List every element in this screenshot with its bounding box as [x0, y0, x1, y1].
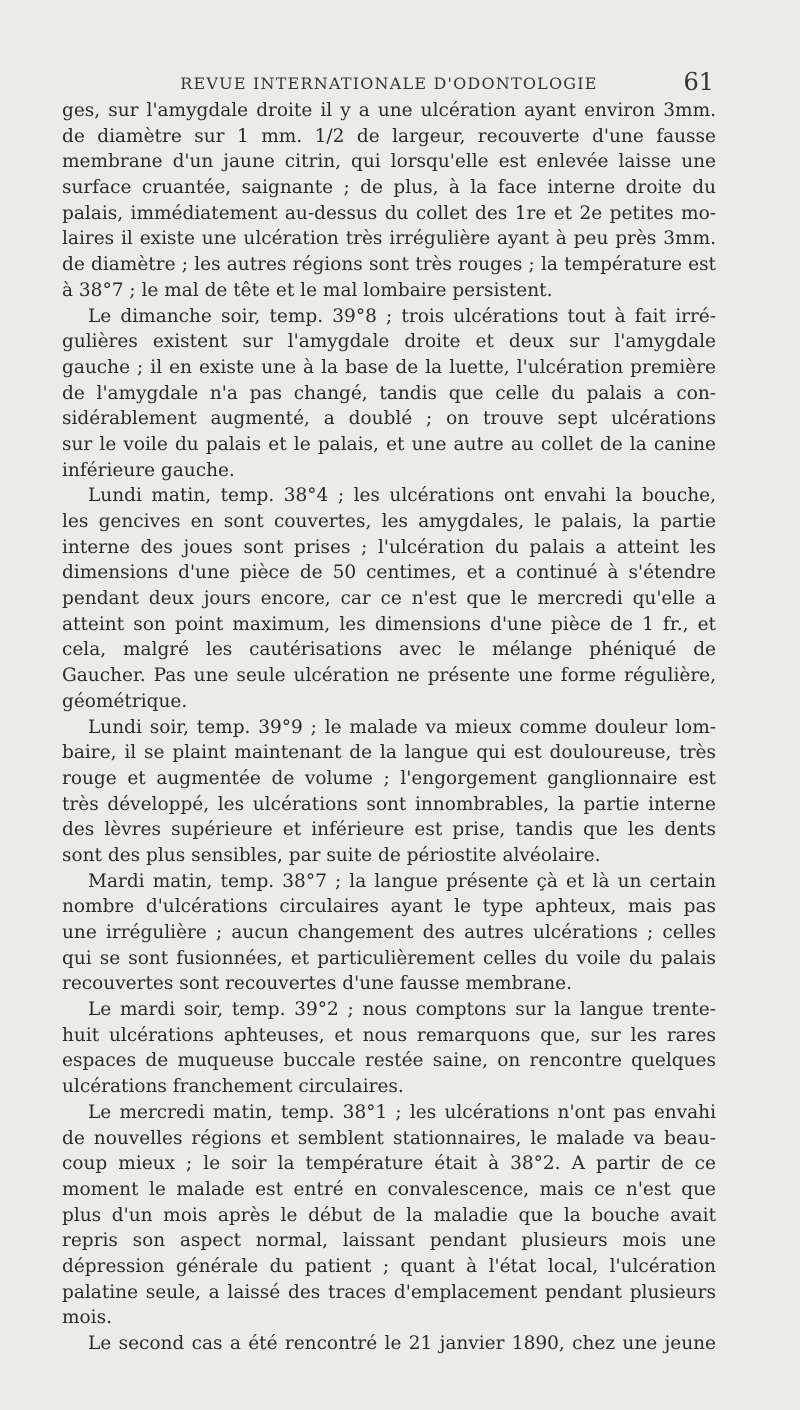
- text-line: Lundi matin, temp. 38°4 ; les ulcérations ont envahi la bouche,: [88, 485, 716, 507]
- text-line: laires il existe une ulcération très irrégulière ayant à peu près 3mm.: [62, 228, 716, 250]
- text-line: des lèvres supérieure et inférieure est prise, tandis que les dents: [62, 819, 716, 841]
- text-line: de l'amygdale n'a pas changé, tandis que celle du palais a con-: [62, 382, 716, 404]
- text-line: ges, sur l'amygdale droite il y a une ulcération ayant environ 3mm.: [62, 100, 716, 121]
- text-line: plus d'un mois après le début de la maladie que la bouche avait: [62, 1204, 716, 1226]
- text-line: une irrégulière ; aucun changement des autres ulcérations ; celles: [62, 922, 716, 943]
- text-line: très développé, les ulcérations sont innombrables, la partie interne: [62, 793, 716, 815]
- text-line: nombre d'ulcérations circulaires ayant le type aphteux, mais pas: [62, 896, 716, 918]
- text-line: sidérablement augmenté, a doublé ; on trouve sept ulcérations: [62, 408, 716, 430]
- text-line: repris son aspect normal, laissant pendant plusieurs mois une: [62, 1230, 716, 1252]
- text-line: interne des joues sont prises ; l'ulcération du palais a atteint les: [62, 536, 716, 558]
- text-line: cela, malgré les cautérisations avec le mélange phéniqué de: [62, 639, 716, 661]
- text-line: coup mieux ; le soir la température était à 38°2. A partir de ce: [62, 1153, 716, 1175]
- text-line: Le second cas a été rencontré le 21 janvier 1890, chez une jeune: [88, 1333, 716, 1354]
- text-line: rouge et augmentée de volume ; l'engorgement ganglionnaire est: [62, 767, 716, 789]
- page-number: 61: [683, 68, 714, 96]
- text-line: sur le voile du palais et le palais, et une autre au collet de la canine: [62, 433, 716, 455]
- text-line: Le mardi soir, temp. 39°2 ; nous comptons sur la langue trente-: [88, 999, 716, 1021]
- text-line: atteint son point maximum, les dimensions d'une pièce de 1 fr., et: [62, 613, 716, 635]
- text-line: Le dimanche soir, temp. 39°8 ; trois ulcérations tout à fait irré-: [88, 305, 716, 327]
- text-line: huit ulcérations aphteuses, et nous remarquons que, sur les rares: [62, 1024, 716, 1046]
- text-line: inférieure gauche.: [62, 459, 235, 481]
- text-line: de nouvelles régions et semblent stationnaires, le malade va beau-: [62, 1127, 716, 1149]
- page-header: [62, 68, 716, 96]
- text-line: gulières existent sur l'amygdale droite et deux sur l'amygdale: [62, 331, 716, 353]
- text-line: Lundi soir, temp. 39°9 ; le malade va mieux comme douleur lom-: [88, 716, 716, 738]
- text-line: pendant deux jours encore, car ce n'est que le mercredi qu'elle a: [62, 588, 716, 610]
- text-line: recouvertes sont recouvertes d'une fausse membrane.: [62, 973, 572, 995]
- running-head: REVUE INTERNATIONALE D'ODONTOLOGIE: [180, 74, 598, 93]
- text-line: Mardi matin, temp. 38°7 ; la langue présente çà et là un certain: [88, 870, 716, 892]
- text-line: moment le malade est entré en convalescence, mais ce n'est que: [62, 1178, 716, 1200]
- text-line: surface cruantée, saignante ; de plus, à la face interne droite du: [62, 177, 716, 199]
- text-line: membrane d'un jaune citrin, qui lorsqu'elle est enlevée laisse une: [62, 151, 716, 173]
- text-line: de diamètre sur 1 mm. 1/2 de largeur, recouverte d'une fausse: [62, 125, 716, 147]
- text-line: qui se sont fusionnées, et particulièrement celles du voile du palais: [62, 947, 716, 969]
- text-line: géométrique.: [62, 690, 188, 712]
- text-line: sont des plus sensibles, par suite de périostite alvéolaire.: [62, 844, 601, 866]
- text-line: ulcérations franchement circulaires.: [62, 1076, 404, 1098]
- text-line: baire, il se plaint maintenant de la langue qui est douloureuse, très: [62, 742, 716, 764]
- text-line: Gaucher. Pas une seule ulcération ne présente une forme régulière,: [62, 665, 716, 687]
- text-line: dépression générale du patient ; quant à l'état local, l'ulcération: [62, 1255, 716, 1277]
- text-line: gauche ; il en existe une à la base de la luette, l'ulcération première: [62, 356, 716, 378]
- text-line: espaces de muqueuse buccale restée saine, on rencontre quelques: [62, 1050, 716, 1072]
- text-line: Le mercredi matin, temp. 38°1 ; les ulcérations n'ont pas envahi: [88, 1101, 716, 1123]
- text-line: dimensions d'une pièce de 50 centimes, et a continué à s'étendre: [62, 562, 716, 584]
- text-line: les gencives en sont couvertes, les amygdales, le palais, la partie: [62, 511, 716, 532]
- text-line: mois.: [62, 1307, 112, 1329]
- text-line: à 38°7 ; le mal de tête et le mal lombaire persistent.: [62, 279, 553, 301]
- text-line: de diamètre ; les autres régions sont très rouges ; la température est: [62, 254, 716, 276]
- body-text: [62, 98, 716, 1357]
- text-line: palais, immédiatement au-dessus du collet des 1re et 2e petites mo-: [62, 202, 716, 224]
- text-line: palatine seule, a laissé des traces d'emplacement pendant plusieurs: [62, 1281, 716, 1303]
